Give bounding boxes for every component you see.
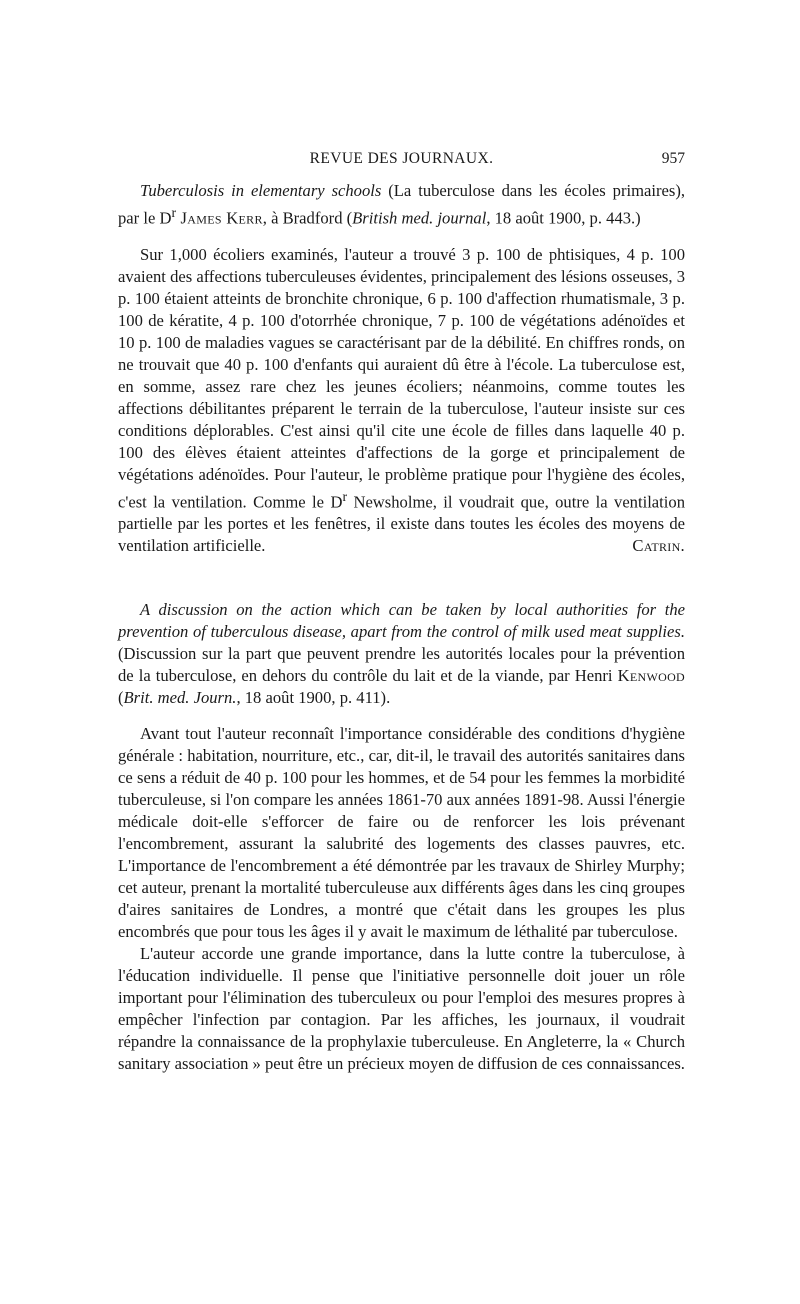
journal-page (118, 148, 685, 1075)
article-2-citation-text: (Discussion sur la part que peuvent prendre les autorités locales pour la prévention de la tuberculose, en dehors du contrôle du lait et de la viande, par Henri (118, 644, 685, 686)
article-2-citation-text-2: ( (118, 688, 124, 708)
article-1-citation-text-2: , à Bradford ( (262, 208, 353, 228)
article-2-title: A discussion on the action which can be taken by local authorities for the prevention of tuberculous disease, apart from the control of milk used meat supplies. (118, 600, 685, 642)
article-1-body (118, 244, 685, 558)
article-2-citation (118, 599, 685, 709)
article-2-paragraph-2: L'auteur accorde une grande importance, dans la lutte contre la tuberculose, à l'éducation individuelle. Il pense que l'initiative personnelle doit jouer un rôle important pour l'élimination des tuberculeux ou pour l'emploi des mesures propres à empêcher l'infection par contagion. Par les affiches, les journaux, il voudrait répandre la connaissance de la prophylaxie tuberculeuse. En Angleterre, la « Church sanitary association » peut être un précieux moyen de diffusion de ces connaissances. (118, 944, 685, 1074)
article-1-citation (118, 180, 685, 230)
page-number: 957 (661, 150, 685, 167)
article-2-journal: Brit. med. Journ. (123, 688, 237, 708)
article-1-signature: Catrin. (632, 536, 685, 556)
article-2-citation-text-3: , 18 août 1900, p. 411). (236, 688, 391, 708)
article-1-citation-text-3: , 18 août 1900, p. 443.) (486, 208, 641, 228)
article-1-body-sup: r (342, 488, 348, 504)
article-1-citation-text: (La tuberculose dans les écoles primaires), par le D (118, 181, 685, 228)
article-1-author: James Kerr (176, 208, 263, 228)
article-1-title: Tuberculosis in elementary schools (140, 181, 382, 200)
article-1-journal: British med. journal (352, 208, 487, 228)
article-2-paragraph-1: Avant tout l'auteur reconnaît l'importance considérable des conditions d'hygiène générale : habitation, nourriture, etc., car, dit-il, le travail des autorités sanitaires dans ce sens a réduit de 40 p. 100 pour les hommes, et de 54 pour les femmes la morbidité tuberculeuse, si l'on compare les années 1861-70 aux années 1891-98. Aussi l'énergie médicale doit-elle s'efforcer de faire ou de renforcer les lois prévenant l'encombrement, assurant la salubrité des logements des classes pauvres, etc. L'importance de l'encombrement a été démontrée par les travaux de Shirley Murphy; cet auteur, prenant la mortalité tuberculeuse aux différents âges dans les cinq groupes d'aires sanitaires de Londres, a montré que c'était dans les groupes les plus encombrés que pour tous les âges il y avait le maximum de léthalité par tuberculose. (118, 724, 685, 942)
running-head (118, 148, 685, 174)
article-1-body-end: Newsholme, il voudrait que, outre la ventilation partielle par les portes et les fenêtres, il existe dans toutes les écoles des moyens de ventilation artificielle. (118, 492, 685, 556)
article-2-author: Kenwood (617, 666, 685, 686)
running-title: REVUE DES JOURNAUX. (309, 150, 494, 167)
article-1-body-text: Sur 1,000 écoliers examinés, l'auteur a trouvé 3 p. 100 de phtisiques, 4 p. 100 avaient des affections tuberculeuses évidentes, principalement des lésions osseuses, 3 p. 100 étaient atteints de bronchite chronique, 6 p. 100 d'affection rhumatismale, 3 p. 100 de kératite, 4 p. 100 d'otorrhée chronique, 7 p. 100 de végétations adénoïdes et 10 p. 100 de maladies vagues se caractérisant par de la débilité. En chiffres ronds, on ne trouvait que 40 p. 100 d'enfants qui auraient dû être à l'école. La tuberculose est, en somme, assez rare chez les jeunes écoliers; néanmoins, comme toutes les affections débilitantes préparent le terrain de la tuberculose, l'auteur insiste sur ces conditions déplorables. C'est ainsi qu'il cite une école de filles dans laquelle 40 p. 100 des élèves étaient atteintes d'affections de la gorge et principalement de végétations adénoïdes. Pour l'auteur, le problème pratique pour l'hygiène des écoles, c'est la ventilation. Comme le D (118, 244, 685, 512)
article-1-title-sup: r (171, 205, 177, 220)
